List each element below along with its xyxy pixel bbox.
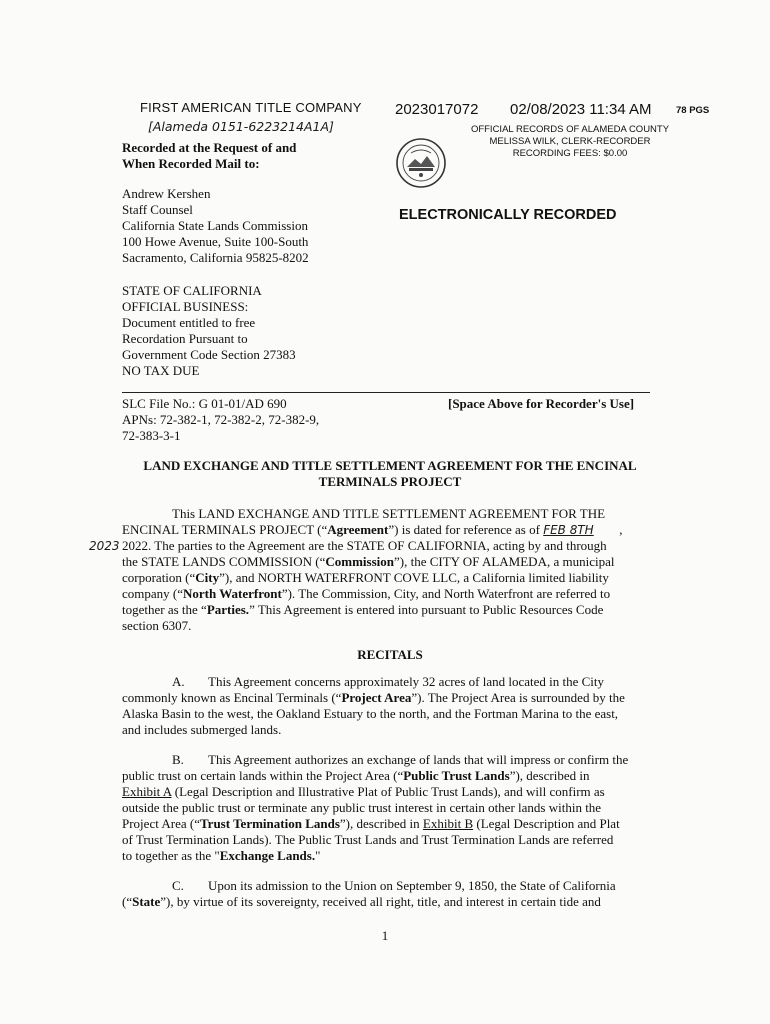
recital-line: commonly known as Encinal Terminals (“Project Area”). The Project Area is surrounded by the <box>122 690 625 705</box>
exhibit-a-reference: Exhibit A <box>122 784 172 799</box>
mail-to-title: Staff Counsel <box>122 202 193 217</box>
document-title <box>110 458 670 490</box>
government-code: Government Code Section 27383 <box>122 347 296 362</box>
intro-line: This LAND EXCHANGE AND TITLE SETTLEMENT AGREEMENT FOR THE <box>172 506 606 521</box>
file-info <box>122 396 319 444</box>
intro-line: corporation (“City”), and NORTH WATERFRONT COVE LLC, a California limited liability <box>122 570 609 585</box>
recital-line: B. This Agreement authorizes an exchange of lands that will impress or confirm the <box>172 752 629 767</box>
handwritten-date: FEB 8TH <box>543 523 594 537</box>
recital-line: A. This Agreement concerns approximately 32 acres of land located in the City <box>172 674 605 689</box>
recital-line: of Trust Termination Lands). The Public Trust Lands and Trust Termination Lands are referred <box>122 832 614 847</box>
official-business-block <box>122 283 296 379</box>
handwritten-year: 2023 <box>89 539 120 553</box>
when-recorded-text: When Recorded Mail to: <box>122 156 260 171</box>
title-company: FIRST AMERICAN TITLE COMPANY <box>140 100 362 115</box>
recorded-datetime: 02/08/2023 11:34 AM <box>510 101 652 118</box>
state-of-california: STATE OF CALIFORNIA <box>122 283 262 298</box>
recital-line: to together as the "Exchange Lands." <box>122 848 321 863</box>
document-number: 2023017072 <box>395 101 479 118</box>
intro-line: the STATE LANDS COMMISSION (“Commission”), the CITY OF ALAMEDA, a municipal <box>122 554 615 569</box>
recital-line: Project Area (“Trust Termination Lands”), described in Exhibit B (Legal Description and Plat <box>122 816 620 831</box>
title-line-2: TERMINALS PROJECT <box>318 474 462 489</box>
recital-line: (“State”), by virtue of its sovereignty, received all right, title, and interest in certain tide and <box>122 894 601 909</box>
page-number: 1 <box>381 928 389 943</box>
official-business: OFFICIAL BUSINESS: <box>122 299 249 314</box>
recital-b <box>122 752 628 864</box>
recorded-at-request <box>122 140 296 172</box>
document-entitled: Document entitled to free <box>122 315 256 330</box>
mail-to-street: 100 Howe Avenue, Suite 100-South <box>122 234 309 249</box>
intro-paragraph <box>89 506 623 634</box>
slc-file-number: SLC File No.: G 01-01/AD 690 <box>122 396 287 411</box>
intro-line: together as the “Parties.” This Agreement is entered into pursuant to Public Resources Code <box>122 602 604 617</box>
apn-list: APNs: 72-382-1, 72-382-2, 72-382-9, <box>122 412 320 427</box>
intro-line: section 6307. <box>122 618 192 633</box>
recitals-heading: RECITALS <box>357 647 423 662</box>
recording-fees: RECORDING FEES: $0.00 <box>512 148 628 159</box>
recital-line: Exhibit A (Legal Description and Illustrative Plat of Public Trust Lands), and will confirm as <box>122 784 605 799</box>
county-seal-icon <box>395 137 447 189</box>
page-count: 78 PGS <box>676 105 710 116</box>
recorded-request-text: Recorded at the Request of and <box>122 140 297 155</box>
recital-c <box>122 878 616 910</box>
apn-list-continued: 72-383-3-1 <box>122 428 181 443</box>
intro-line: 2023 2022. The parties to the Agreement are the STATE OF CALIFORNIA, acting by and through <box>89 538 607 553</box>
recorder-stamp-text <box>470 124 670 160</box>
handwritten-order-number: [Alameda 0151-6223214A1A] <box>148 119 334 134</box>
mail-to-organization: California State Lands Commission <box>122 218 308 233</box>
electronically-recorded: ELECTRONICALLY RECORDED <box>399 207 617 223</box>
clerk-recorder: MELISSA WILK, CLERK-RECORDER <box>489 136 651 147</box>
mail-to-city: Sacramento, California 95825-8202 <box>122 250 309 265</box>
mail-to-name: Andrew Kershen <box>122 186 211 201</box>
recorder-space-divider <box>122 392 650 393</box>
recital-line: Alaska Basin to the west, the Oakland Estuary to the north, and the Fortman Marina to the east, <box>122 706 619 721</box>
recital-line: and includes submerged lands. <box>122 722 282 737</box>
no-tax-due: NO TAX DUE <box>122 363 200 378</box>
recital-line: public trust on certain lands within the Project Area (“Public Trust Lands”), described in <box>122 768 590 783</box>
exhibit-b-reference: Exhibit B <box>422 816 474 831</box>
recital-line: C. Upon its admission to the Union on September 9, 1850, the State of California <box>172 878 616 893</box>
intro-line: ENCINAL TERMINALS PROJECT (“Agreement”) is dated for reference as of FEB 8TH , <box>122 522 623 537</box>
space-above-recorder: [Space Above for Recorder's Use] <box>448 396 635 411</box>
mail-to-address <box>122 186 309 266</box>
recital-line: outside the public trust or terminate any public trust interest in certain other lands within the <box>122 800 602 815</box>
recordation-pursuant: Recordation Pursuant to <box>122 331 248 346</box>
official-records: OFFICIAL RECORDS OF ALAMEDA COUNTY <box>470 124 670 135</box>
title-line-1: LAND EXCHANGE AND TITLE SETTLEMENT AGREEMENT FOR THE ENCINAL <box>143 458 637 473</box>
intro-line: company (“North Waterfront”). The Commission, City, and North Waterfront are referred to <box>122 586 611 601</box>
recital-a <box>122 674 625 738</box>
